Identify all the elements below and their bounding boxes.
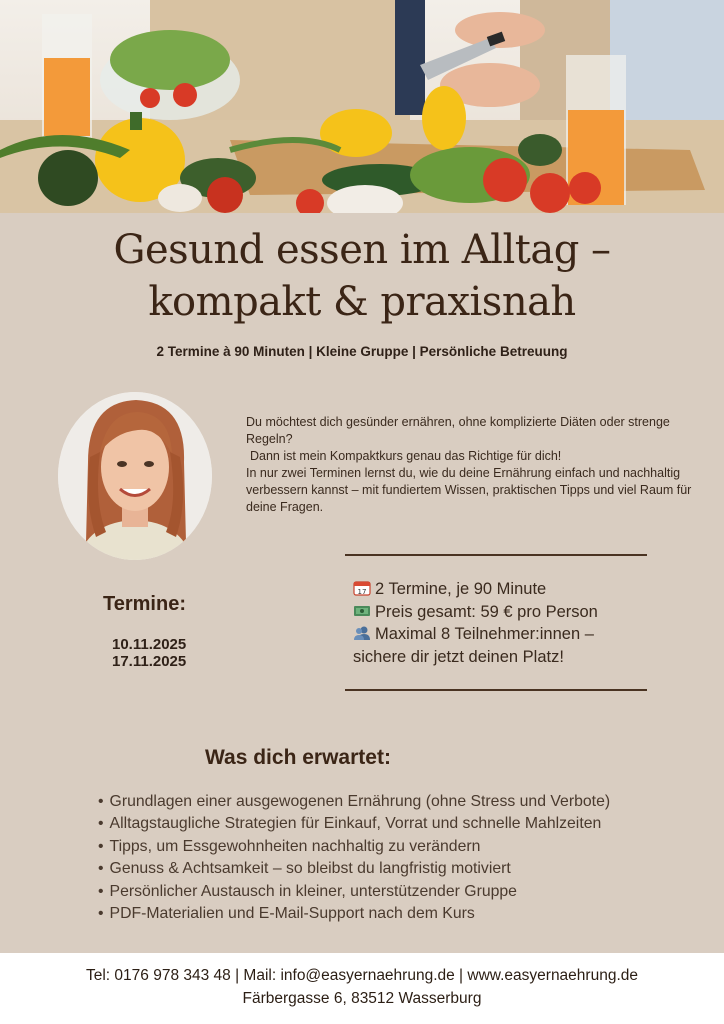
- list-item: • Persönlicher Austausch in kleiner, unterstützender Gruppe: [98, 881, 708, 903]
- intro-paragraph-2: Dann ist mein Kompaktkurs genau das Richtige für dich!: [250, 449, 562, 463]
- intro-paragraph-3: In nur zwei Terminen lernst du, wie du deine Ernährung einfach und nachhaltig verbessern kannst – mit fundiertem Wissen, praktischen Tipps und viel Raum für deine Fragen.: [246, 466, 692, 514]
- divider-top: [345, 554, 647, 556]
- svg-text:17: 17: [357, 588, 367, 596]
- list-item: • Genuss & Achtsamkeit – so bleibst du langfristig motiviert: [98, 858, 708, 880]
- fact-dates-text: 2 Termine, je 90 Minute: [375, 580, 547, 598]
- footer-contact: Tel: 0176 978 343 48 | Mail: info@easyernaehrung.de | www.easyernaehrung.de: [85, 967, 638, 984]
- intro-paragraph-1: Du möchtest dich gesünder ernähren, ohne komplizierte Diäten oder strenge Regeln?: [246, 415, 670, 446]
- portrait-photo: [58, 392, 212, 560]
- date-1: 10.11.2025: [112, 636, 187, 653]
- termine-dates: [112, 636, 186, 670]
- list-item: • Alltagstaugliche Strategien für Einkauf, Vorrat und schnelle Mahlzeiten: [98, 813, 708, 835]
- hero-photo: [0, 0, 724, 213]
- fact-price: [353, 601, 653, 624]
- intro-text: [246, 414, 696, 516]
- calendar-icon: [353, 580, 371, 596]
- people-icon: [353, 625, 371, 641]
- footer: [0, 953, 724, 1024]
- footer-address: Färbergasse 6, 83512 Wasserburg: [242, 990, 482, 1007]
- money-icon: [353, 603, 371, 619]
- list-item: • Grundlagen einer ausgewogenen Ernährung (ohne Stress und Verbote): [98, 791, 708, 813]
- fact-participants-cta: sichere dir jetzt deinen Platz!: [353, 647, 564, 666]
- fact-dates: [353, 578, 653, 601]
- fact-participants-text: Maximal 8 Teilnehmer:innen –: [375, 625, 594, 643]
- title-line-2: kompakt & praxisnah: [148, 279, 576, 325]
- date-2: 17.11.2025: [112, 653, 187, 670]
- title-line-1: Gesund essen im Alltag –: [113, 227, 611, 273]
- fact-price-text: Preis gesamt: 59 € pro Person: [375, 602, 598, 621]
- kitchen-illustration: [0, 0, 724, 213]
- list-item: • PDF-Materialien und E-Mail-Support nach dem Kurs: [98, 903, 708, 925]
- list-item: • Tipps, um Essgewohnheiten nachhaltig zu verändern: [98, 836, 708, 858]
- divider-bottom: [345, 689, 647, 691]
- fact-participants: [353, 623, 653, 646]
- avatar: [58, 392, 212, 560]
- course-facts: [353, 578, 653, 668]
- subtitle: 2 Termine à 90 Minuten | Kleine Gruppe | Persönliche Betreuung: [156, 344, 568, 359]
- expect-list: [98, 791, 708, 925]
- termine-heading: Termine:: [103, 593, 186, 615]
- expect-heading: Was dich erwartet:: [205, 746, 391, 769]
